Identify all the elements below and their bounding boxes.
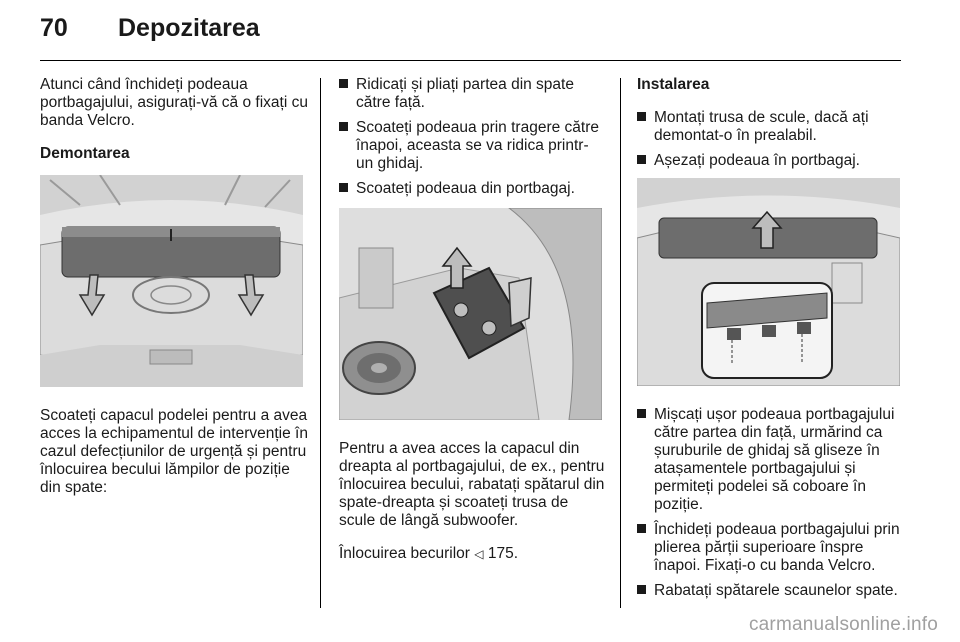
crossref-text: Înlocuirea becurilor (339, 545, 470, 562)
list-item: Scoateți podeaua prin tragere către înapoi, aceasta se va ridica printr-un ghidaj. (339, 119, 605, 173)
list-item: Ridicați și pliați partea din spate către față. (339, 76, 605, 112)
trunk-floor-removal-illustration (40, 175, 303, 387)
list-item: Scoateți podeaua din portbagaj. (339, 180, 605, 198)
bullet-square-icon (637, 112, 646, 121)
cross-reference (339, 545, 605, 563)
bullet-square-icon (339, 122, 348, 131)
column-right (637, 76, 901, 607)
page-number: 70 (40, 14, 68, 42)
subwoofer-toolkit-illustration (339, 208, 602, 420)
list-item: Închideți podeaua portbagajului prin plierea părții superioare înspre înapoi. Fixați-o cu banda Velcro. (637, 521, 901, 575)
bullet-square-icon (339, 79, 348, 88)
header-rule (40, 60, 901, 61)
column-middle (339, 76, 605, 578)
column-left (40, 76, 308, 512)
removal-description: Scoateți capacul podelei pentru a avea acces la echipamentul de intervenție în cazul defecțiunilor de urgență și pentru înlocuirea becului lămpilor de poziție din spate: (40, 407, 308, 496)
column-divider-2 (620, 78, 621, 608)
list-item: Așezați podeaua în portbagaj. (637, 152, 901, 170)
list-item: Mișcați ușor podeaua portbagajului către partea din față, urmărind ca șuruburile de ghidaj să gliseze în atașamentele portbagajului și permiteți podelei să coboare în poziție. (637, 406, 901, 514)
list-item: Rabatați spătarele scaunelor spate. (637, 582, 901, 600)
bullet-square-icon (637, 155, 646, 164)
access-paragraph: Pentru a avea acces la capacul din dreapta al portbagajului, de ex., pentru înlocuirea becului, rabatați spătarul din spate-dreapta și scoateți trusa de scule de lângă subwoofer. (339, 440, 605, 529)
watermark: carmanualsonline.info (748, 614, 938, 635)
page-title: Depozitarea (118, 14, 260, 42)
bullet-square-icon (637, 409, 646, 418)
section-heading-installation: Instalarea (637, 76, 710, 93)
crossref-page: 175. (487, 545, 518, 562)
list-item: Montați trusa de scule, dacă ați demontat-o în prealabil. (637, 109, 901, 145)
column-divider-1 (320, 78, 321, 608)
bullet-square-icon (637, 585, 646, 594)
bullet-square-icon (339, 183, 348, 192)
intro-paragraph: Atunci când închideți podeaua portbagajului, asigurați-vă că o fixați cu banda Velcro. (40, 76, 308, 129)
section-heading-removal: Demontarea (40, 145, 130, 162)
page-header (40, 14, 260, 54)
bullet-square-icon (637, 524, 646, 533)
crossref-arrow-icon: ◁ (474, 547, 484, 561)
trunk-floor-installation-illustration (637, 178, 900, 386)
